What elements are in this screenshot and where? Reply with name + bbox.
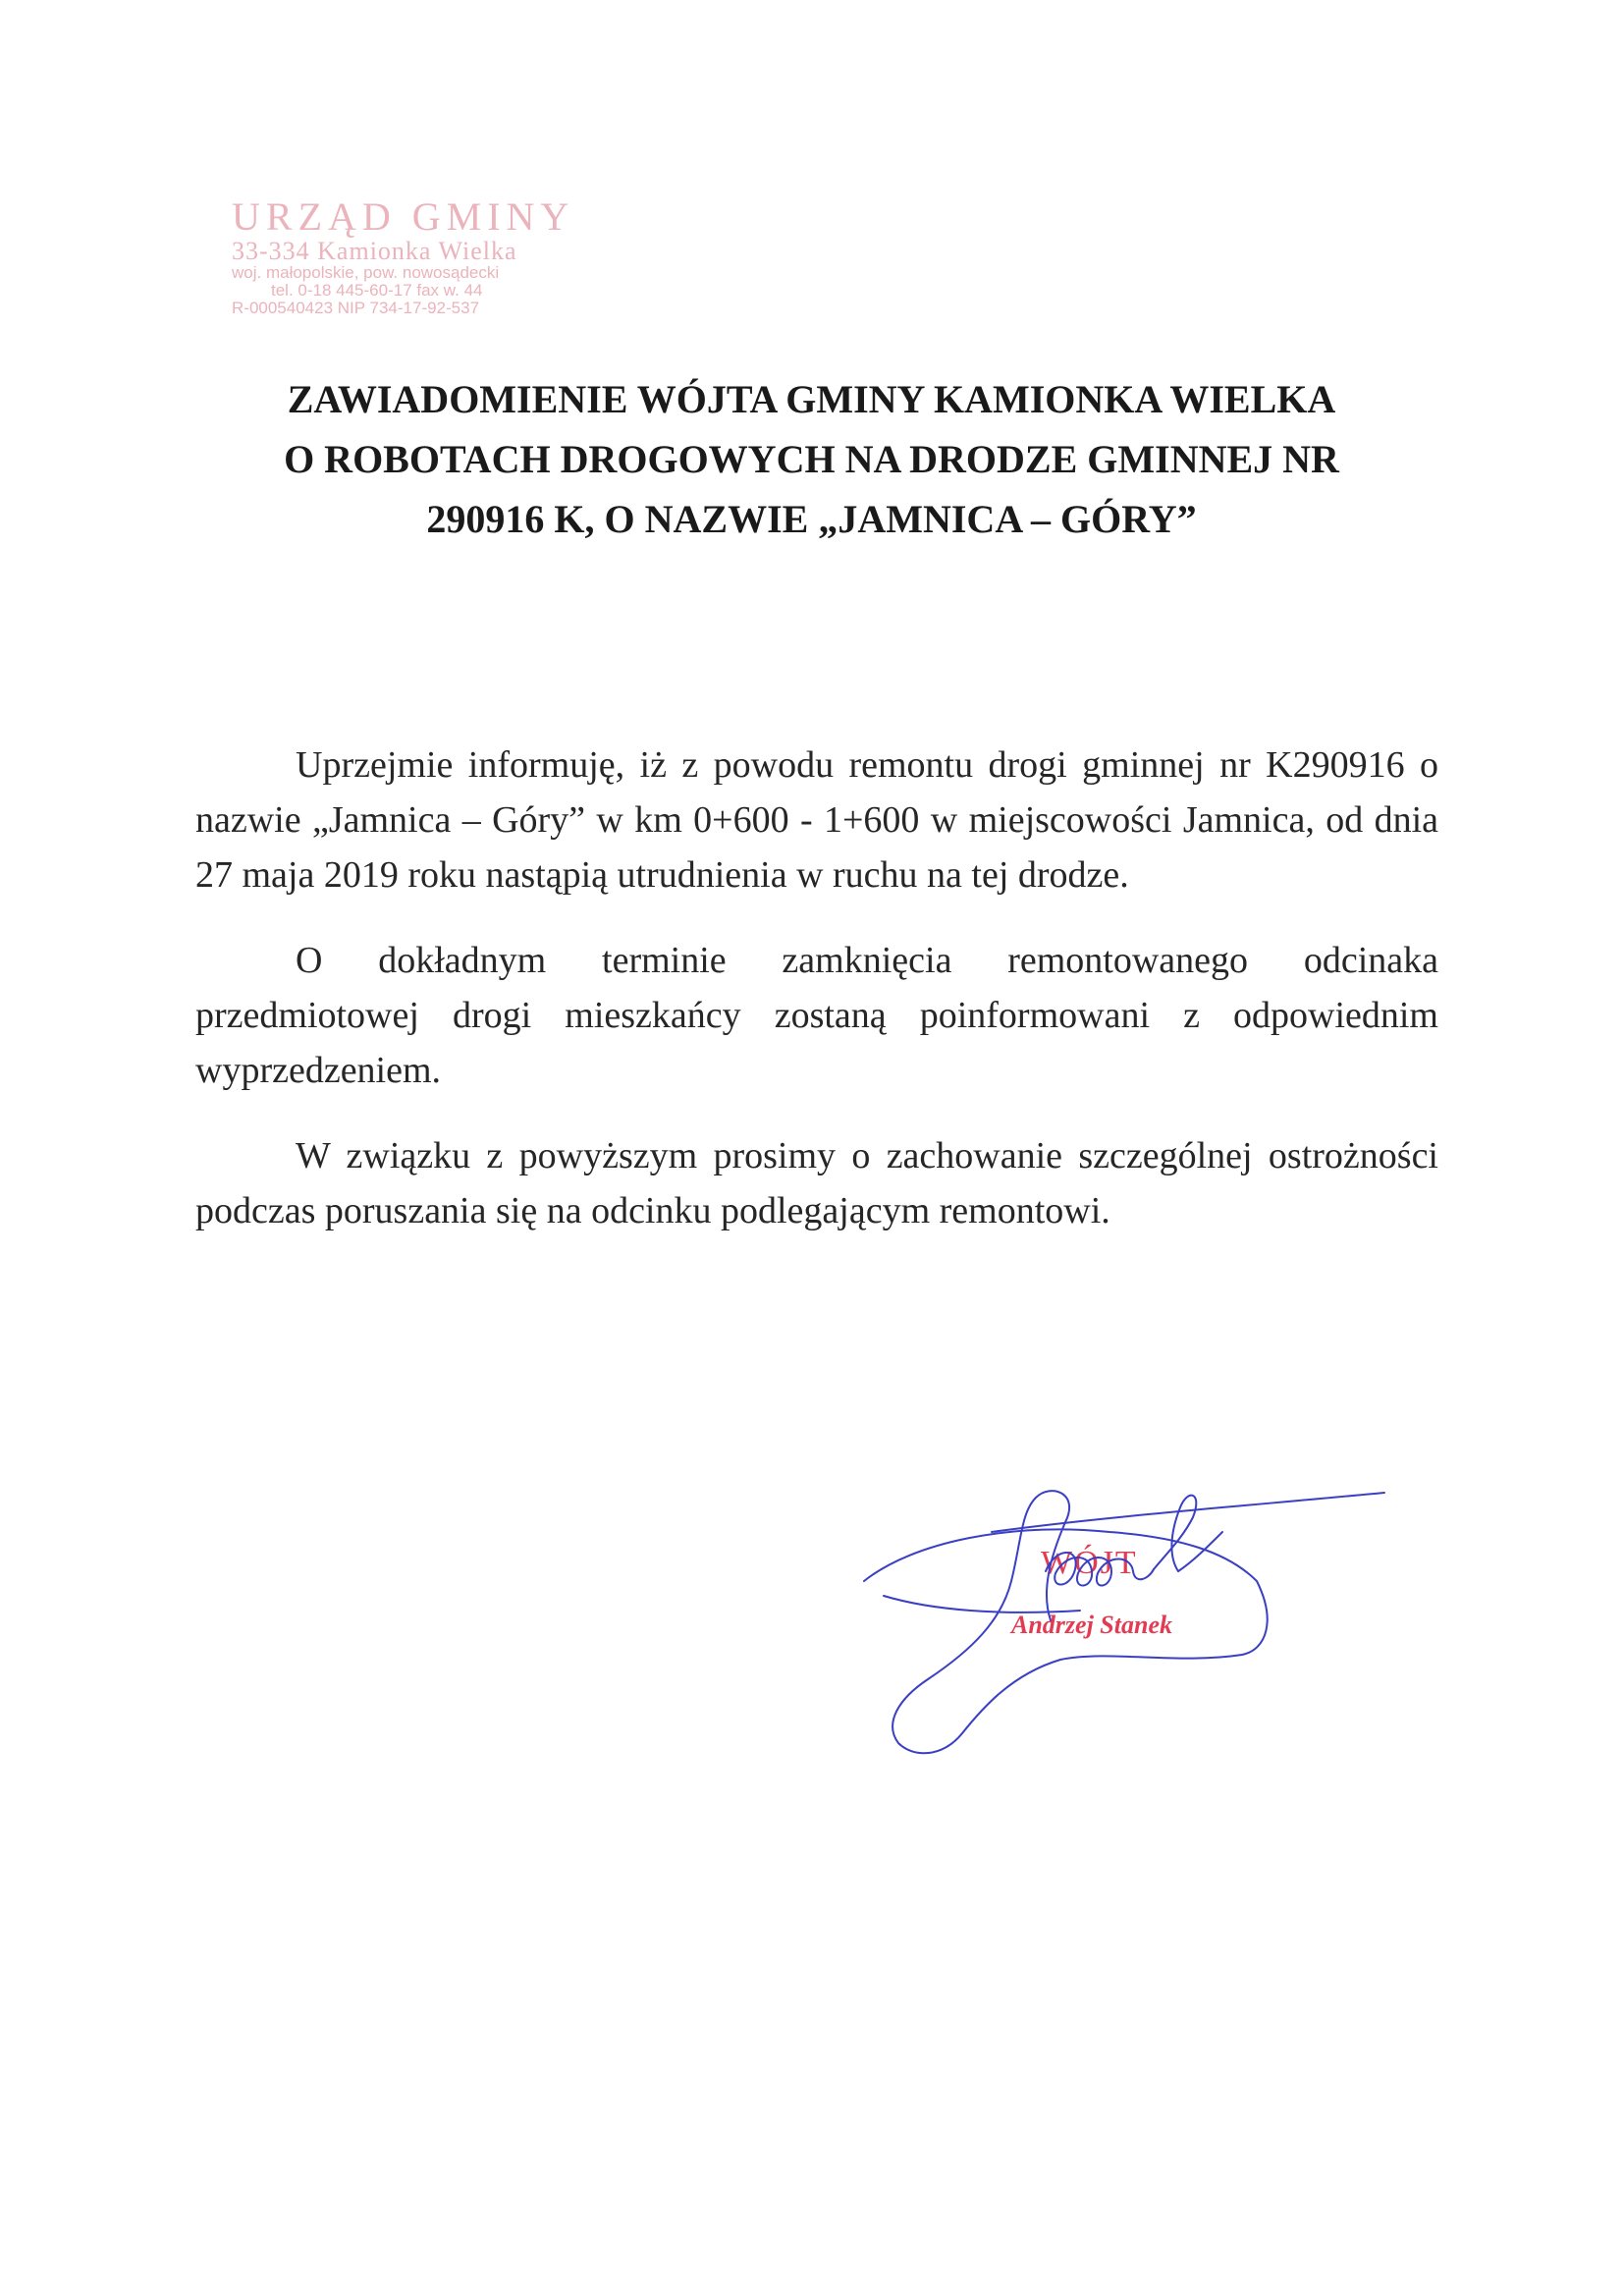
paragraph-1: Uprzejmie informuję, iż z powodu remontu drogi gminnej nr K290916 o nazwie „Jamnica – Góry” w km 0+600 - 1+600 w miejscowości Jamnica, od dnia 27 maja 2019 roku nastąpią utrudnienia w ruchu na tej drodze.	[195, 744, 1438, 896]
title-line-2: O ROBOTACH DROGOWYCH NA DRODZE GMINNEJ NR	[284, 437, 1339, 481]
signature-block	[854, 1463, 1404, 1777]
title-line-3: 290916 K, O NAZWIE „JAMNICA – GÓRY”	[426, 497, 1197, 541]
signature-stamp-name: Andrzej Stanek	[1011, 1611, 1172, 1639]
stamp-registry: R-000540423 NIP 734-17-92-537	[232, 298, 480, 317]
title-line-1: ZAWIADOMIENIE WÓJTA GMINY KAMIONKA WIELKA	[287, 377, 1336, 421]
stamp-phone: tel. 0-18 445-60-17 fax w. 44	[271, 281, 483, 301]
office-stamp	[232, 196, 605, 317]
signature-stamp-title: WÓJT	[1041, 1545, 1138, 1581]
paragraph-3: W związku z powyższym prosimy o zachowanie szczególnej ostrożności podczas poruszania się na odcinku podlegającym remontowi.	[195, 1135, 1438, 1231]
document-title	[137, 369, 1486, 549]
handwritten-signature	[854, 1463, 1404, 1777]
stamp-office-name: URZĄD GMINY	[232, 194, 575, 239]
stamp-region: woj. małopolskie, pow. nowosądecki	[232, 263, 500, 283]
document-body	[195, 738, 1438, 1269]
stamp-address: 33-334 Kamionka Wielka	[232, 237, 517, 265]
paragraph-2: O dokładnym terminie zamknięcia remontowanego odcinaka przedmiotowej drogi mieszkańcy zostaną poinformowani z odpowiednim wyprzedzeniem.	[195, 940, 1438, 1091]
